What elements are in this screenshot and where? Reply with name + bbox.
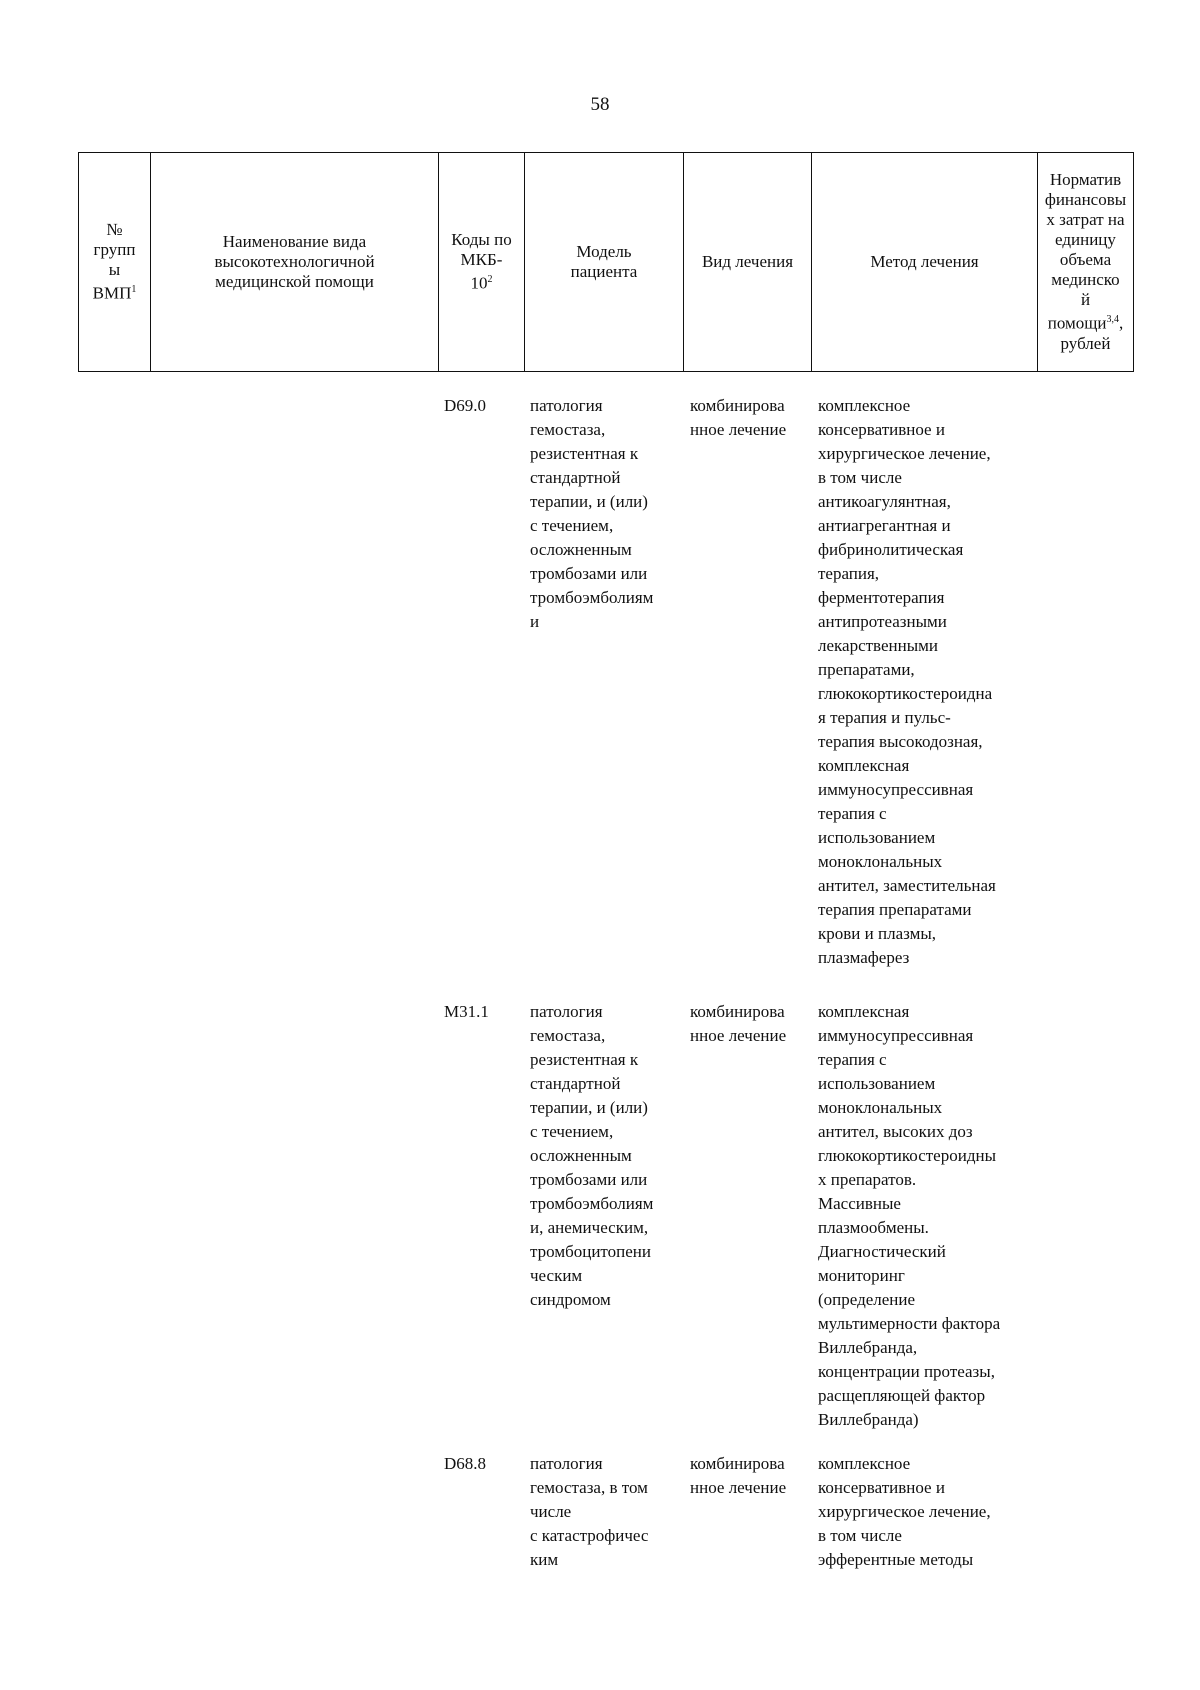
- row-2-patient-model: патология гемостаза, резистентная к стандартной терапии, и (или) с течением, осложненным тромбозами или тромбоэмболиям и, анемическим, тромбоцитопени ческим синдромом: [530, 1002, 654, 1309]
- header-financial-norm: [1037, 153, 1134, 371]
- header-patient-model-text: Модель пациента: [570, 242, 638, 281]
- row-1-icd-code: D69.0: [444, 396, 487, 415]
- row-3-treatment-type: комбинирова нное лечение: [690, 1454, 787, 1497]
- header-financial-norm-footnote: 3,4: [1106, 314, 1119, 326]
- header-icd-codes-footnote: 2: [487, 274, 493, 286]
- row-3-treatment-method: комплексное консервативное и хирургическое лечение, в том числе эфферентные методы: [818, 1454, 991, 1569]
- header-treatment-method: [811, 153, 1037, 371]
- row-1-treatment-type: комбинирова нное лечение: [690, 396, 787, 439]
- header-patient-model: [524, 153, 683, 371]
- row-1-patient-model: патология гемостаза, резистентная к стандартной терапии, и (или) с течением, осложненным тромбозами или тромбоэмболиям и: [530, 396, 654, 631]
- row-1-treatment-method: комплексное консервативное и хирургическое лечение, в том числе антикоагулянтная, антиагрегантная и фибринолитическая терапия, ферментотерапия антипротеазными лекарственными препаратами, глюкокортикостероидна я терапия и пульс- терапия высокодозная, комплексная иммуносупрессивная терапия с использованием моноклональных антител, заместительная терапия препаратами крови и плазмы, плазмаферез: [818, 396, 996, 967]
- header-icd-codes-text: Коды по МКБ- 10: [451, 230, 512, 293]
- header-care-type-name-text: Наименование вида высокотехнологичной медицинской помощи: [214, 232, 375, 291]
- row-2-treatment-method: комплексная иммуносупрессивная терапия с использованием моноклональных антител, высоких доз глюкокортикостероидны х препаратов. Массивные плазмообмены. Диагностический мониторинг (определение мультимерности фактора Виллебранда, концентрации протеазы, расщепляющей фактор Виллебранда): [818, 1002, 1001, 1429]
- page-number: 58: [590, 94, 610, 115]
- header-treatment-type-text: Вид лечения: [701, 252, 794, 271]
- header-financial-norm-suffix: , рублей: [1060, 313, 1124, 353]
- header-group-number-footnote: 1: [131, 284, 137, 296]
- header-group-number-text: № групп ы ВМП: [92, 220, 136, 303]
- header-icd-codes: [438, 153, 524, 371]
- table-header: [78, 152, 1134, 372]
- row-3-icd-code: D68.8: [444, 1454, 487, 1473]
- header-financial-norm-text: Норматив финансовы х затрат на единицу объема мединско й помощи: [1044, 170, 1127, 333]
- header-treatment-type: [683, 153, 811, 371]
- row-3-patient-model: патология гемостаза, в том числе с катастрофичес ким: [530, 1454, 649, 1569]
- header-care-type-name: [150, 153, 438, 371]
- header-treatment-method-text: Метод лечения: [870, 252, 979, 271]
- row-2-treatment-type: комбинирова нное лечение: [690, 1002, 787, 1045]
- header-group-number: [78, 153, 150, 371]
- row-2-icd-code: M31.1: [444, 1002, 489, 1021]
